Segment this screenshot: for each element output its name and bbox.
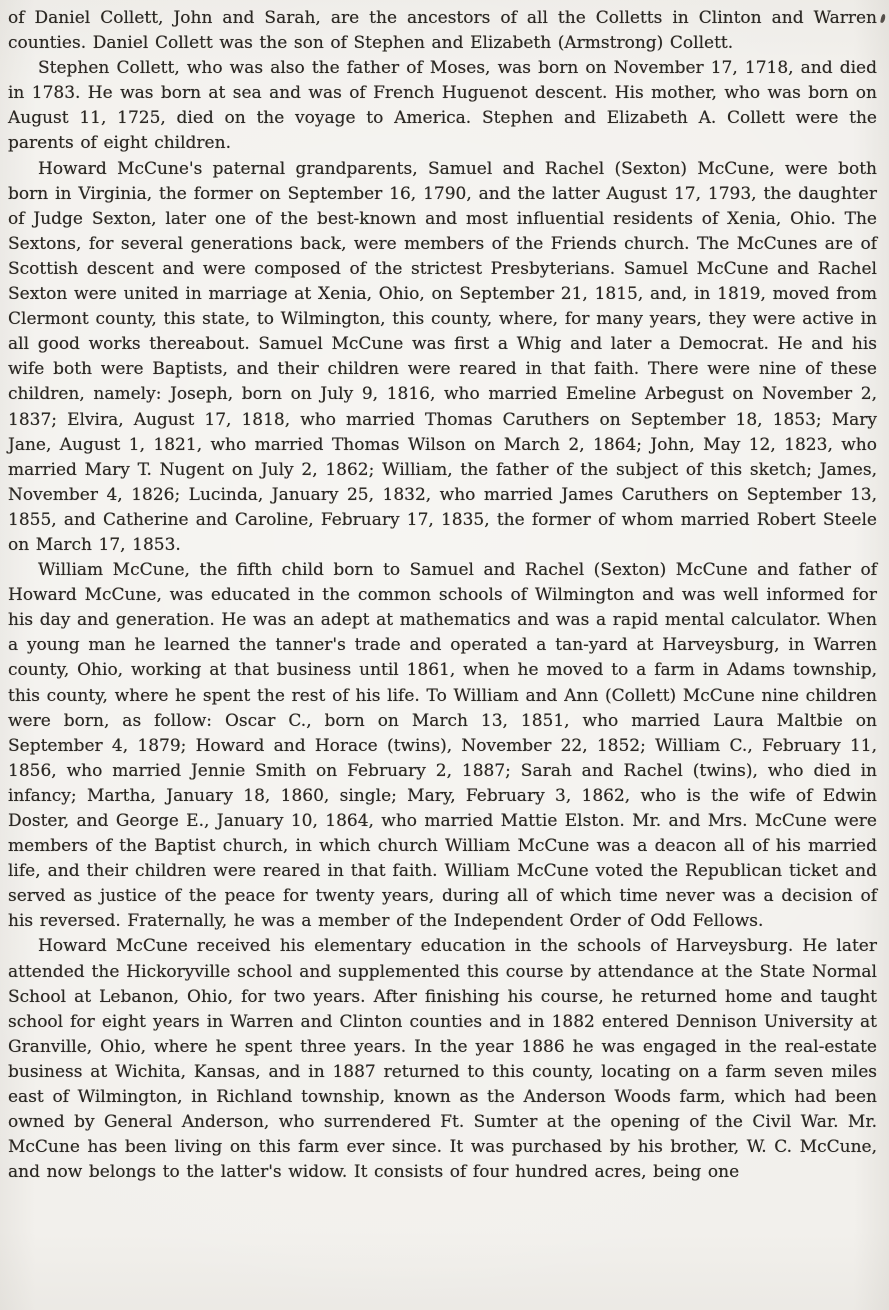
paragraph-collett-continuation: of Daniel Collett, John and Sarah, are the ancestors of all the Colletts in Clinton and Warren counties. Daniel Collett was the son of Stephen and Elizabeth (Armstrong) Collett. <box>8 8 877 54</box>
paragraph-stephen-collett: Stephen Collett, who was also the father of Moses, was born on November 17, 1718, and died in 1783. He was born at sea and was of French Huguenot descent. His mother, who was born on August 11, 1725, died on the voyage to America. Stephen and Elizabeth A. Collett were the parents of eight children. <box>8 58 877 154</box>
paragraph-howard-mccune: Howard McCune received his elementary education in the schools of Harveysburg. He later attended the Hickoryville school and supplemented this course by attendance at the State Normal School at Lebanon, Ohio, for two years. After finishing his course, he returned home and taught school for eight years in Warren and Clinton counties and in 1882 entered Dennison University at Granville, Ohio, where he spent three years. In the year 1886 he was engaged in the real-estate business at Wichita, Kansas, and in 1887 returned to this county, locating on a farm seven miles east of Wilmington, in Richland township, known as the Anderson Woods farm, which had been owned by General Anderson, who surrendered Ft. Sumter at the opening of the Civil War. Mr. McCune has been living on this farm ever since. It was purchased by his brother, W. C. McCune, and now belongs to the latter's widow. It consists of four hundred acres, being one <box>8 936 877 1183</box>
paragraph-mccune-grandparents: Howard McCune's paternal grandparents, Samuel and Rachel (Sexton) McCune, were both born in Virginia, the former on September 16, 1790, and the latter August 17, 1793, the daughter of Judge Sexton, later one of the best-known and most influential residents of Xenia, Ohio. The Sextons, for several generations back, were members of the Friends church. The McCunes are of Scottish descent and were composed of the strictest Presbyterians. Samuel McCune and Rachel Sexton were united in marriage at Xenia, Ohio, on September 21, 1815, and, in 1819, moved from Clermont county, this state, to Wilmington, this county, where, for many years, they were active in all good works thereabout. Samuel McCune was first a Whig and later a Democrat. He and his wife both were Baptists, and their children were reared in that faith. There were nine of these children, namely: Joseph, born on July 9, 1816, who married Emeline Arbegust on November 2, 1837; Elvira, August 17, 1818, who married Thomas Caruthers on September 18, 1853; Mary Jane, August 1, 1821, who married Thomas Wilson on March 2, 1864; John, May 12, 1823, who married Mary T. Nugent on July 2, 1862; William, the father of the subject of this sketch; James, November 4, 1826; Lucinda, January 25, 1832, who married James Caruthers on September 13, 1855, and Catherine and Caroline, February 17, 1835, the former of whom married Robert Steele on March 17, 1853. <box>8 158 877 555</box>
paragraph-william-mccune: William McCune, the fifth child born to Samuel and Rachel (Sexton) McCune and father of Howard McCune, was educated in the common schools of Wilmington and was well informed for his day and generation. He was an adept at mathematics and was a rapid mental calculator. When a young man he learned the tanner's trade and operated a tan-yard at Harveysburg, in Warren county, Ohio, working at that business until 1861, when he moved to a farm in Adams township, this county, where he spent the rest of his life. To William and Ann (Collett) McCune nine children were born, as follow: Oscar C., born on March 13, 1851, who married Laura Maltbie on September 4, 1879; Howard and Horace (twins), November 22, 1852; William C., February 11, 1856, who married Jennie Smith on February 2, 1887; Sarah and Rachel (twins), who died in infancy; Martha, January 18, 1860, single; Mary, February 3, 1862, who is the wife of Edwin Doster, and George E., January 10, 1864, who married Mattie Elston. Mr. and Mrs. McCune were members of the Baptist church, in which church William McCune was a deacon all of his married life, and their children were reared in that faith. William McCune voted the Republican ticket and served as justice of the peace for twenty years, during all of which time never was a decision of his reversed. Fraternally, he was a member of the Independent Order of Odd Fellows. <box>8 560 877 932</box>
scan-artifact-mark <box>880 14 886 24</box>
